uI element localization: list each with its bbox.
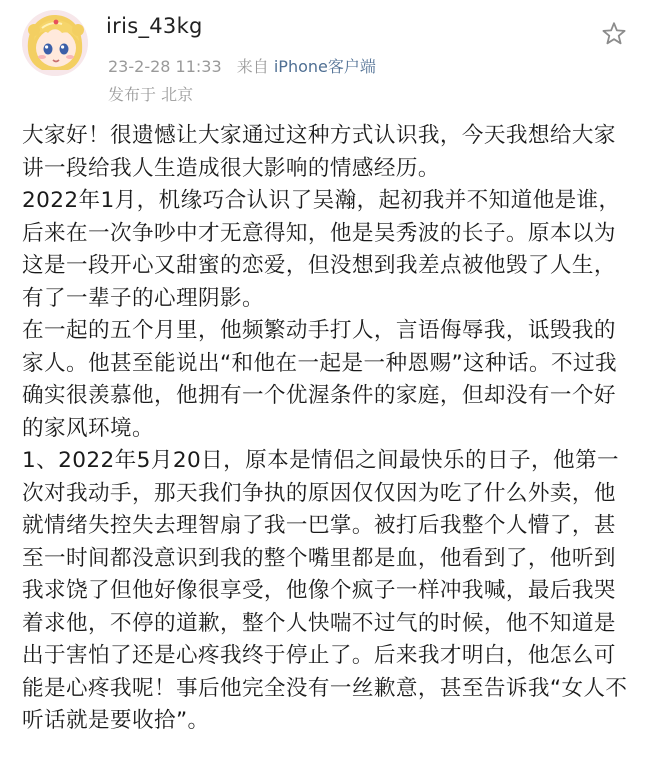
star-outline-icon [600,20,628,48]
cartoon-girl-avatar-icon [22,10,88,76]
username[interactable]: iris_43kg [106,14,203,38]
post-source-link[interactable]: iPhone客户端 [273,57,376,76]
post-paragraph: 大家好！很遗憾让大家通过这种方式认识我，今天我想给大家讲一段给我人生造成很大影响的情感经历。 [22,123,616,181]
post-paragraph: 2022年1月，机缘巧合认识了吴瀚，起初我并不知道他是谁，后来在一次争吵中才无意得知，他是吴秀波的长子。原本以为这是一段开心又甜蜜的恋爱，但没想到我差点被他毁了人生，有了一辈子的心理阴影。 [22,188,621,311]
post-location: 发布于 北京 [108,85,194,104]
source-prefix: 来自 [236,57,269,76]
avatar[interactable] [22,10,88,76]
post-paragraph: 1、2022年5月20日，原本是情侣之间最快乐的日子，他第一次对我动手，那天我们争执的原因仅仅因为吃了什么外卖，他就情绪失控失去理智扇了我一巴掌。被打后我整个人懵了，甚至一时间都没意识到我的整个嘴里都是血，他看到了，他听到我求饶了但他好像很享受，他像个疯子一样冲我喊，最后我哭着求他，不停的道歉，整个人快喘不过气的时候，他不知道是出于害怕了还是心疼我终于停止了。后来我才明白，他怎么可能是心疼我呢！事后他完全没有一丝歉意，甚至告诉我“女人不听话就是要收拾”。 [22,448,628,733]
post-paragraph: 在一起的五个月里，他频繁动手打人，言语侮辱我，诋毁我的家人。他甚至能说出“和他在一起是一种恩赐”这种话。不过我确实很羡慕他，他拥有一个优渥条件的家庭，但却没有一个好的家风环境。 [22,318,618,441]
favorite-button[interactable] [600,20,628,48]
post-body [22,120,630,738]
post-header [0,0,650,110]
post-meta [108,54,376,77]
post-timestamp: 23-2-28 11:33 [108,57,222,76]
